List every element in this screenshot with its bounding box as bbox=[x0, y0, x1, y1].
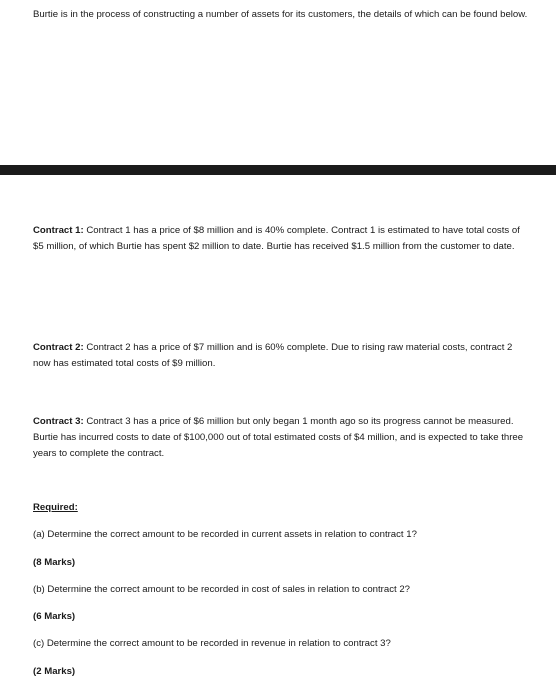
question-b: (b) Determine the correct amount to be recorded in cost of sales in relation to contract 2? bbox=[33, 584, 411, 595]
contract-1-label: Contract 1: bbox=[33, 225, 84, 236]
contract-3-paragraph bbox=[33, 414, 528, 462]
contract-2-label: Contract 2: bbox=[33, 342, 84, 353]
required-heading: Required: bbox=[33, 502, 78, 513]
question-a-marks: (8 Marks) bbox=[33, 557, 76, 568]
contract-1-paragraph bbox=[33, 223, 528, 255]
question-c: (c) Determine the correct amount to be recorded in revenue in relation to contract 3? bbox=[33, 638, 391, 649]
black-divider-bar bbox=[0, 165, 556, 175]
question-a: (a) Determine the correct amount to be recorded in current assets in relation to contract 1? bbox=[33, 529, 417, 540]
contract-3-text: Contract 3 has a price of $6 million but only began 1 month ago so its progress cannot be measured. Burtie has incurred costs to date of $100,000 out of total estimated costs of $4 million, and is expected to take three years to complete the contract. bbox=[33, 416, 524, 459]
question-b-marks: (6 Marks) bbox=[33, 611, 76, 622]
contract-2-text: Contract 2 has a price of $7 million and is 60% complete. Due to rising raw material costs, contract 2 now has estimated total costs of $9 million. bbox=[33, 342, 513, 369]
contract-2-paragraph bbox=[33, 340, 528, 372]
question-c-marks: (2 Marks) bbox=[33, 666, 76, 677]
contract-3-label: Contract 3: bbox=[33, 416, 84, 427]
intro-paragraph: Burtie is in the process of constructing a number of assets for its customers, the details of which can be found below. bbox=[33, 9, 528, 20]
contract-1-text: Contract 1 has a price of $8 million and is 40% complete. Contract 1 is estimated to have total costs of $5 million, of which Burtie has spent $2 million to date. Burtie has received $1.5 million from the customer to date. bbox=[33, 225, 520, 252]
